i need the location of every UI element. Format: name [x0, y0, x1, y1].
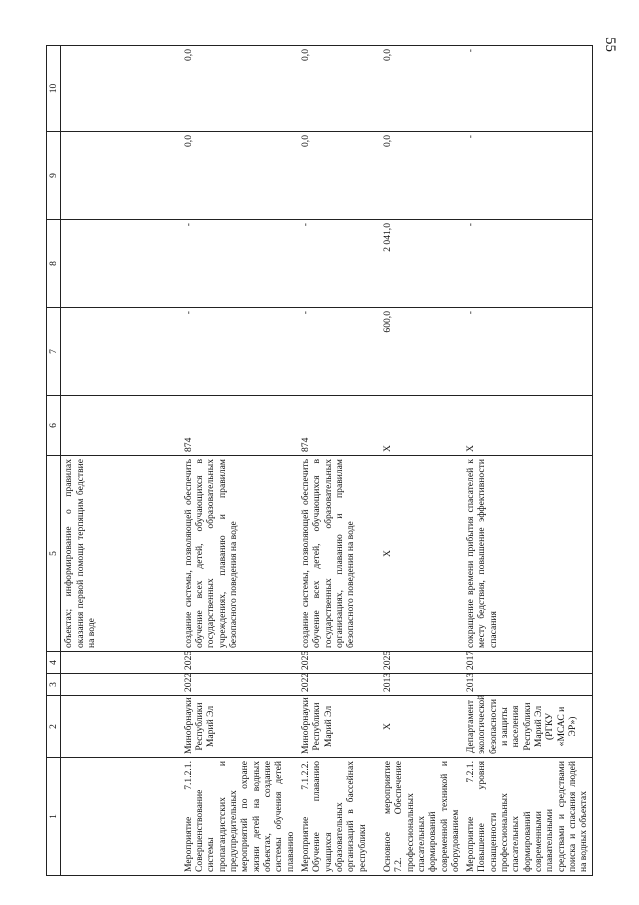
table-container	[46, 46, 639, 872]
cell-value: -	[298, 308, 380, 396]
cell-value: -	[463, 132, 592, 220]
cell-code	[61, 396, 181, 456]
cell-result: X	[380, 456, 463, 652]
cell-value	[61, 132, 181, 220]
cell-measure: Основное мероприятие 7.2. Обеспечение профессиональных спасательных формирований современной техникой и оборудованием	[380, 758, 463, 876]
table-row	[463, 46, 592, 876]
cell-end-year: 2025	[181, 652, 298, 674]
column-header: 4	[47, 652, 61, 674]
cell-value: 2 041,0	[380, 220, 463, 308]
table-row	[61, 46, 181, 876]
cell-start-year: 2013	[463, 674, 592, 696]
column-header: 5	[47, 456, 61, 652]
column-header: 3	[47, 674, 61, 696]
cell-value: -	[463, 308, 592, 396]
cell-start-year	[61, 674, 181, 696]
cell-code: X	[463, 396, 592, 456]
cell-result: создание системы, позволяющей обеспечить обучение всех детей, обучающихся в государственных образовательных организациях, плаванию и правилам безопасного поведения на воде	[298, 456, 380, 652]
column-header: 9	[47, 132, 61, 220]
cell-end-year: 2017	[463, 652, 592, 674]
cell-measure: Мероприятие 7.1.2.2. Обучение плаванию учащихся образовательных организаций в бассейнах республики	[298, 758, 380, 876]
cell-value: 0,0	[181, 46, 298, 132]
page-number: 55	[602, 37, 618, 52]
column-header: 2	[47, 696, 61, 758]
cell-code: 874	[181, 396, 298, 456]
cell-measure: Мероприятие 7.2.1. Повышение уровня оснащенности профессиональных спасательных формирований современными плавательными средствами и средствами поиска и спасания людей на водных объектах	[463, 758, 592, 876]
table-row	[380, 46, 463, 876]
cell-value: -	[463, 220, 592, 308]
cell-value	[61, 220, 181, 308]
cell-value: -	[463, 46, 592, 132]
cell-value: 0,0	[380, 46, 463, 132]
cell-executor	[61, 696, 181, 758]
cell-end-year: 2025	[380, 652, 463, 674]
measures-table	[46, 45, 593, 876]
cell-result: создание системы, позволяющей обеспечить обучение всех детей, обучающихся в государственных образовательных учреждениях, плаванию и правилам безопасного поведения на воде	[181, 456, 298, 652]
cell-value: -	[298, 220, 380, 308]
column-header: 6	[47, 396, 61, 456]
cell-executor: Департамент экологической безопасности и защиты населения Республики Марий Эл (РГКУ «МСАС и ЭР»)	[463, 696, 592, 758]
cell-value: -	[181, 220, 298, 308]
cell-value: 0,0	[380, 132, 463, 220]
cell-executor: X	[380, 696, 463, 758]
table-row	[181, 46, 298, 876]
cell-start-year: 2022	[181, 674, 298, 696]
cell-value: 600,0	[380, 308, 463, 396]
cell-end-year: 2025	[298, 652, 380, 674]
cell-value: 0,0	[298, 46, 380, 132]
cell-measure	[61, 758, 181, 876]
table-row	[298, 46, 380, 876]
cell-measure: Мероприятие 7.1.2.1. Совершенствование системы пропагандистских и предупредительных мероприятий по охране жизни детей на водных объектах, создание системы обучения детей плаванию	[181, 758, 298, 876]
cell-result: объектах; информирование о правилах оказания первой помощи терпящим бедствие на воде	[61, 456, 181, 652]
cell-result: сокращение времени прибытия спасателей к месту бедствия, повышение эффективности спасания	[463, 456, 592, 652]
cell-start-year: 2022	[298, 674, 380, 696]
column-header: 8	[47, 220, 61, 308]
cell-value: 0,0	[181, 132, 298, 220]
cell-value: 0,0	[298, 132, 380, 220]
cell-value	[61, 308, 181, 396]
cell-value: -	[181, 308, 298, 396]
cell-end-year	[61, 652, 181, 674]
column-header: 7	[47, 308, 61, 396]
cell-executor: Минобрнауки Республики Марий Эл	[298, 696, 380, 758]
cell-value	[61, 46, 181, 132]
cell-code: X	[380, 396, 463, 456]
column-header: 10	[47, 46, 61, 132]
column-header: 1	[47, 758, 61, 876]
cell-code: 874	[298, 396, 380, 456]
table-header-row	[47, 46, 61, 876]
cell-start-year: 2013	[380, 674, 463, 696]
cell-executor: Минобрнауки Республики Марий Эл	[181, 696, 298, 758]
